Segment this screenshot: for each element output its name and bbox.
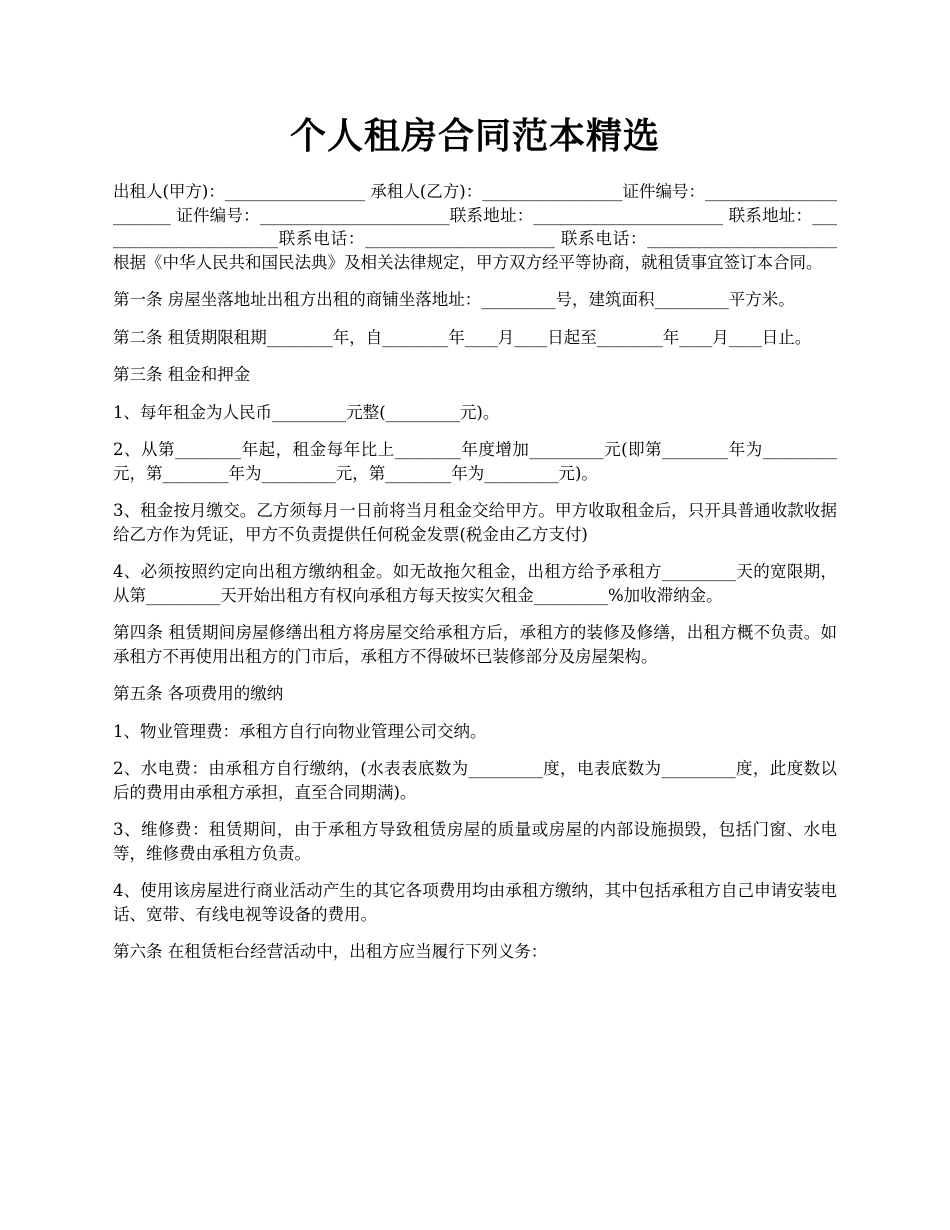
article-5-item-1: 1、物业管理费：承租方自行向物业管理公司交纳。	[113, 721, 487, 741]
article-3-item-2: 2、从第________年起，租金每年比上________年度增加_________元(即第________年为_________元，第________年为_________元，第________年为_________元)。	[113, 440, 837, 483]
document-body	[113, 180, 837, 978]
parties-info-paragraph: 出租人(甲方)：_________________ 承租人(乙方)：_________________证件编号：_______________________ 证件编号：_______________________联系地址：_______________________ 联系地址：_______________________联系电话：_______________________ 联系电话：_______________________根据《中华人民共和国民法典》及相关法律规定，甲方双方经平等协商，就租赁事宜签订本合同。	[113, 182, 837, 272]
article-5-heading: 第五条 各项费用的缴纳	[113, 684, 284, 703]
article-3-item-1: 1、每年租金为人民币_________元整(_________元)。	[113, 402, 500, 422]
article-5-item-2: 2、水电费：由承租方自行缴纳，(水表表底数为_________度，电表底数为_________度，此度数以后的费用由承租方承担，直至合同期满)。	[113, 759, 837, 802]
article-3-item-4: 4、必须按照约定向出租方缴纳租金。如无故拖欠租金，出租方给予承租方_________天的宽限期，从第_________天开始出租方有权向承租方每天按实欠租金_________%加收滞纳金。	[113, 562, 837, 605]
article-4-paragraph: 第四条 租赁期间房屋修缮出租方将房屋交给承租方后，承租方的装修及修缮，出租方概不负责。如承租方不再使用出租方的门市后，承租方不得破坏已装修部分及房屋架构。	[113, 623, 837, 666]
article-3-item-3: 3、租金按月缴交。乙方须每月一日前将当月租金交给甲方。甲方收取租金后，只开具普通收款收据给乙方作为凭证，甲方不负责提供任何税金发票(税金由乙方支付)	[113, 501, 837, 544]
article-1-paragraph: 第一条 房屋坐落地址出租方出租的商铺坐落地址：_________号，建筑面积_________平方米。	[113, 290, 795, 309]
article-5-item-4: 4、使用该房屋进行商业活动产生的其它各项费用均由承租方缴纳，其中包括承租方自己申请安装电话、宽带、有线电视等设备的费用。	[113, 881, 837, 924]
article-3-heading: 第三条 租金和押金	[113, 365, 251, 384]
article-2-paragraph: 第二条 租赁期限租期________年，自________年____月____日起至________年____月____日止。	[113, 327, 812, 347]
document-title: 个人租房合同范本精选	[289, 115, 660, 157]
article-6-heading: 第六条 在租赁柜台经营活动中，出租方应当履行下列义务：	[113, 942, 548, 961]
article-5-item-3: 3、维修费：租赁期间，由于承租方导致租赁房屋的质量或房屋的内部设施损毁，包括门窗、水电等，维修费由承租方负责。	[113, 820, 837, 863]
